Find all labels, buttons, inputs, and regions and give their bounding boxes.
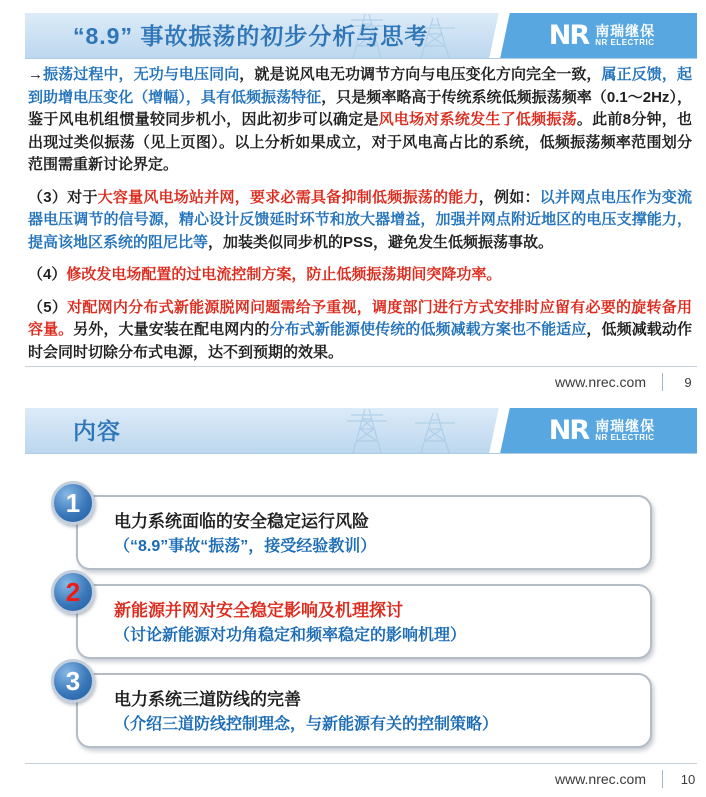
item-box bbox=[76, 495, 652, 570]
contents-item-2 bbox=[65, 576, 652, 659]
footer-page-number: 10 bbox=[680, 771, 696, 787]
text-segment: 另外，大量安装在配电网内的 bbox=[73, 321, 270, 338]
item-subtitle: （介绍三道防线控制理念，与新能源有关的控制策略） bbox=[114, 716, 499, 733]
text-segment: 分布式新能源使传统的低频减载方案也不能适应 bbox=[269, 321, 587, 338]
nr-logo-monogram: NR bbox=[548, 20, 589, 51]
text-segment: 。此前8分钟，也出现过类似振荡（见上页图）。以上分析如果成立，对于风电高占比的系统，低频振荡频率范围划分范围需重新讨论界定。 bbox=[28, 111, 692, 173]
slide1-header-band bbox=[25, 13, 697, 59]
item-title: 电力系统面临的安全稳定运行风险 bbox=[114, 512, 369, 531]
item-title: 电力系统三道防线的完善 bbox=[114, 690, 301, 709]
contents-item-3 bbox=[65, 665, 652, 748]
item-box bbox=[76, 673, 652, 748]
footer-url: www.nrec.com bbox=[554, 771, 646, 787]
footer-divider bbox=[662, 770, 663, 788]
contents-item-1 bbox=[65, 487, 652, 570]
text-segment: （5） bbox=[28, 298, 68, 316]
item-title: 新能源并网对安全稳定影响及机理探讨 bbox=[114, 601, 403, 620]
text-segment: ，低频减载动作时会同时切除分布式电源，达不到预期的效果。 bbox=[28, 321, 692, 361]
item-number-badge: 1 bbox=[51, 481, 95, 525]
text-segment: 对配网内分布式新能源脱网问题需给予重视，调度部门进行方式安排时应留有必要的旋转备用容量。 bbox=[28, 298, 692, 338]
slide1-paragraph-4 bbox=[28, 264, 692, 287]
text-segment: ，例如： bbox=[478, 188, 540, 206]
contents-list bbox=[65, 487, 652, 762]
text-segment: 修改发电场配置的过电流控制方案，防止低频振荡期间突降功率。 bbox=[66, 266, 502, 283]
text-segment: （4） bbox=[28, 266, 67, 283]
nr-logo-name-en: NR ELECTRIC bbox=[595, 37, 655, 47]
text-segment: → bbox=[28, 66, 43, 83]
text-segment: 大容量风电场站并网，要求必需具备抑制低频振荡的能力 bbox=[97, 188, 479, 206]
slide1-paragraph-5 bbox=[28, 297, 692, 365]
nr-logo-monogram: NR bbox=[548, 415, 589, 446]
slide1-paragraph-1 bbox=[28, 64, 692, 177]
text-segment: 风电场对系统发生了低频振荡 bbox=[378, 111, 577, 128]
slide1-title: “8.9” 事故振荡的初步分析与思考 bbox=[73, 23, 429, 49]
item-number-badge: 3 bbox=[51, 659, 95, 703]
nr-logo-name-en: NR ELECTRIC bbox=[595, 432, 655, 442]
text-segment: 属正反馈，起到助增电压变化（增幅），具有低频振荡特征 bbox=[28, 66, 692, 106]
text-segment: ，就是说风电无功调节方向与电压变化方向完全一致， bbox=[239, 66, 602, 83]
text-segment: ，加装类似同步机的PSS，避免发生低频振荡事故。 bbox=[208, 233, 554, 251]
text-segment: （3）对于 bbox=[28, 188, 98, 206]
item-box bbox=[76, 584, 652, 659]
footer-page-number: 9 bbox=[684, 374, 692, 390]
slide2-footer bbox=[25, 763, 697, 788]
text-segment: 振荡过程中，无功与电压同向 bbox=[43, 66, 240, 83]
slide2-header-band bbox=[25, 408, 697, 454]
item-number-badge: 2 bbox=[51, 570, 95, 614]
slide1-body bbox=[28, 64, 692, 364]
footer-divider bbox=[662, 373, 663, 391]
text-segment: ，只是频率略高于传统系统低频振荡频率（0.1～2Hz），鉴于风电机组惯量较同步机小，因此初步可以确定是 bbox=[28, 88, 692, 128]
slide1-paragraph-3 bbox=[28, 187, 692, 255]
slide1-footer bbox=[25, 366, 697, 391]
footer-url: www.nrec.com bbox=[554, 374, 646, 390]
nr-logo-name-cn: 南瑞继保 bbox=[595, 417, 656, 434]
text-segment: 以并网点电压作为变流器电压调节的信号源，精心设计反馈延时环节和放大器增益，加强并网点附近地区的电压支撑能力，提高该地区系统的阻尼比等 bbox=[28, 188, 692, 251]
item-subtitle: （“8.9”事故“振荡”，接受经验教训） bbox=[114, 538, 377, 555]
slide2-title: 内容 bbox=[73, 418, 121, 444]
nr-logo-name-cn: 南瑞继保 bbox=[595, 22, 656, 39]
item-subtitle: （讨论新能源对功角稳定和频率稳定的影响机理） bbox=[114, 627, 467, 644]
